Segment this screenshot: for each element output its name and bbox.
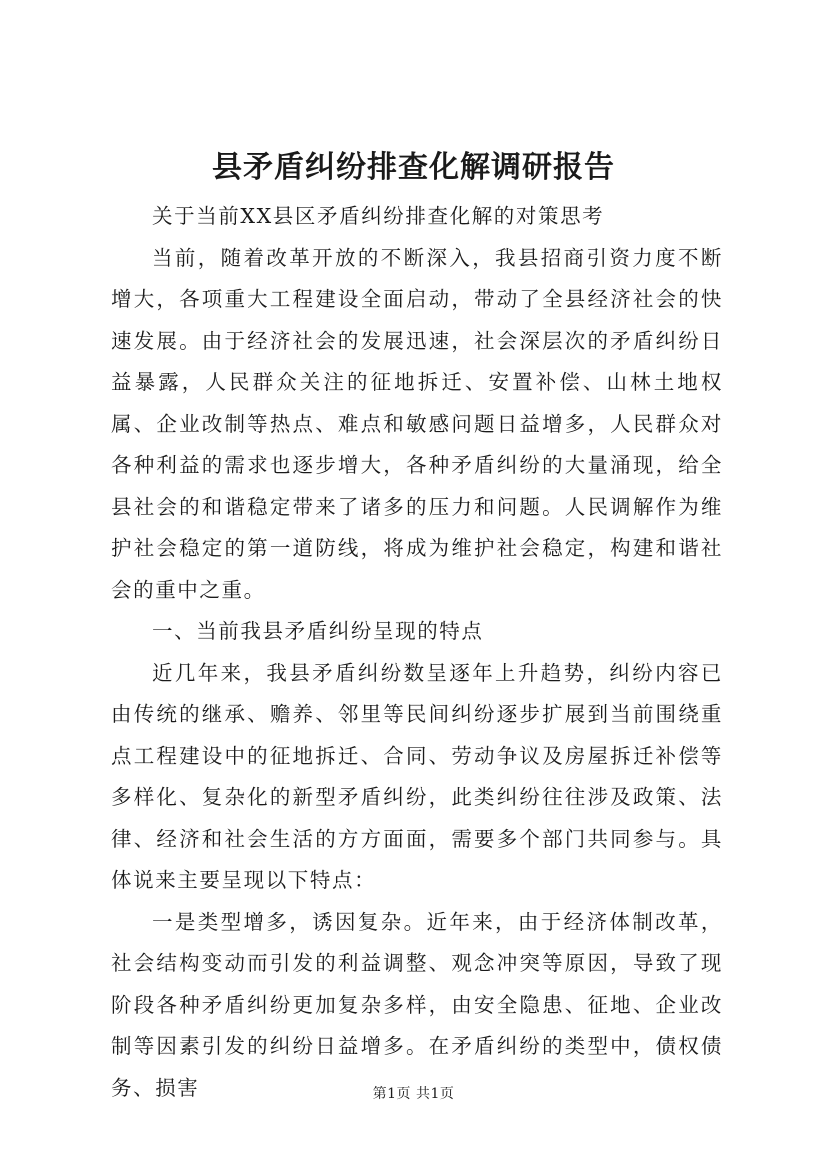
section-heading: 一、当前我县矛盾纠纷呈现的特点 bbox=[152, 619, 484, 643]
body-paragraph: 近几年来，我县矛盾纠纷数呈逐年上升趋势，纠纷内容已由传统的继承、赡养、邻里等民间纠纷逐步扩展到当前围绕重点工程建设中的征地拆迁、合同、劳动争议及房屋拆迁补偿等多样化、复杂化的新型矛盾纠纷，此类纠纷往往涉及政策、法律、经济和社会生活的方方面面，需要多个部门共同参与。具体说来主要呈现以下特点： bbox=[111, 660, 723, 892]
document-title: 县矛盾纠纷排查化解调研报告 bbox=[212, 150, 615, 185]
body-paragraph: 当前，随着改革开放的不断深入，我县招商引资力度不断增大，各项重大工程建设全面启动，带动了全县经济社会的快速发展。由于经济社会的发展迅速，社会深层次的矛盾纠纷日益暴露，人民群众关注的征地拆迁、安置补偿、山林土地权属、企业改制等热点、难点和敏感问题日益增多，人民群众对各种利益的需求也逐步增大，各种矛盾纠纷的大量涌现，给全县社会的和谐稳定带来了诸多的压力和问题。人民调解作为维护社会稳定的第一道防线，将成为维护社会稳定，构建和谐社会的重中之重。 bbox=[111, 245, 723, 602]
page-number-footer: 第1页 共1页 bbox=[372, 1086, 455, 1102]
body-paragraph: 一是类型增多，诱因复杂。近年来，由于经济体制改革，社会结构变动而引发的利益调整、观念冲突等原因，导致了现阶段各种矛盾纠纷更加复杂多样，由安全隐患、征地、企业改制等因素引发的纠纷日益增多。在矛盾纠纷的类型中，债权债务、损害 bbox=[111, 909, 723, 1100]
subtitle-paragraph: 关于当前XX县区矛盾纠纷排查化解的对策思考 bbox=[152, 204, 605, 228]
document-body bbox=[111, 196, 723, 1109]
